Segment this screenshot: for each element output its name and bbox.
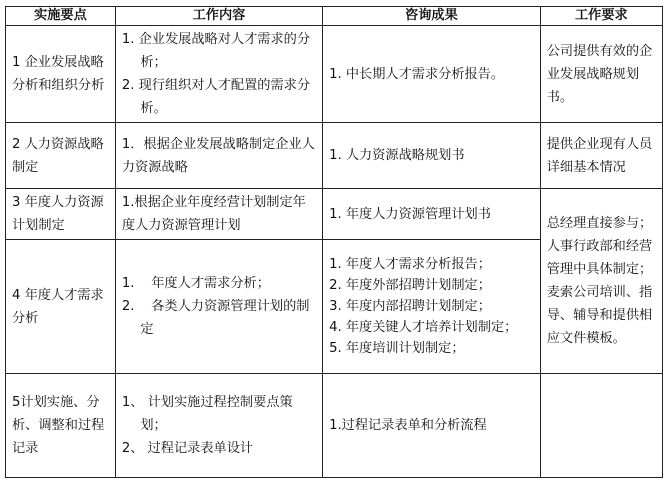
header-point: 实施要点 bbox=[6, 7, 116, 26]
cell-result bbox=[323, 123, 541, 189]
table-container bbox=[5, 6, 663, 478]
cell-point: 3 年度人力资源计划制定 bbox=[6, 189, 116, 240]
header-result: 咨询成果 bbox=[323, 7, 541, 26]
result-item: 5. 年度培训计划制定； bbox=[329, 341, 465, 356]
cell-result bbox=[323, 26, 541, 123]
consulting-work-table bbox=[5, 6, 663, 478]
cell-requirement: 提供企业现有人员详细基本情况 bbox=[540, 123, 662, 189]
cell-content bbox=[115, 240, 322, 374]
result-item: 1. 年度人才需求分析报告； bbox=[329, 257, 491, 272]
header-content: 工作内容 bbox=[115, 7, 322, 26]
result-item: 1. 中长期人才需求分析报告。 bbox=[329, 66, 505, 82]
content-item: 1、 计划实施过程控制要点策划； bbox=[121, 395, 293, 433]
content-item: 2、 过程记录表单设计 bbox=[121, 441, 254, 456]
content-item: 2. 现行组织对人才配置的需求分析。 bbox=[121, 78, 311, 116]
result-item: 2. 年度外部招聘计划制定； bbox=[329, 278, 491, 293]
content-item: 1. 企业发展战略对人才需求的分析； bbox=[121, 32, 311, 70]
result-item: 4. 年度关键人才培养计划制定； bbox=[329, 320, 518, 335]
table-row bbox=[6, 374, 663, 478]
content-item: 2. 各类人力资源管理计划的制定 bbox=[121, 299, 310, 337]
cell-requirement-merged: 总经理直接参与；人事行政部和经营管理中具体制定；麦索公司培训、指导、辅导和提供相应文件模板。 bbox=[540, 189, 662, 374]
content-item: 1.根据企业年度经营计划制定年度人力资源管理计划 bbox=[121, 195, 306, 233]
content-item: 1．根据企业发展战略制定企业人力资源战略 bbox=[121, 136, 315, 175]
result-item: 1. 人力资源战略规划书 bbox=[329, 148, 465, 163]
cell-point: 1 企业发展战略分析和组织分析 bbox=[6, 26, 116, 123]
cell-result bbox=[323, 240, 541, 374]
table-row bbox=[6, 26, 663, 123]
content-item: 1. 年度人才需求分析； bbox=[121, 276, 270, 291]
cell-point: 4 年度人才需求分析 bbox=[6, 240, 116, 374]
cell-content bbox=[115, 189, 322, 240]
cell-requirement bbox=[540, 374, 662, 478]
result-item: 1.过程记录表单和分析流程 bbox=[329, 418, 487, 433]
cell-requirement: 公司提供有效的企业发展战略规划书。 bbox=[540, 26, 662, 123]
cell-point: 2 人力资源战略制定 bbox=[6, 123, 116, 189]
cell-result bbox=[323, 189, 541, 240]
result-item: 3. 年度内部招聘计划制定； bbox=[329, 299, 491, 314]
cell-content bbox=[115, 26, 322, 123]
cell-point: 5计划实施、分析、调整和过程记录 bbox=[6, 374, 116, 478]
header-requirement: 工作要求 bbox=[540, 7, 662, 26]
table-row bbox=[6, 189, 663, 240]
cell-content bbox=[115, 123, 322, 189]
result-item: 1. 年度人力资源管理计划书 bbox=[329, 206, 491, 222]
cell-result bbox=[323, 374, 541, 478]
table-header-row bbox=[6, 7, 663, 26]
cell-content bbox=[115, 374, 322, 478]
table-row bbox=[6, 123, 663, 189]
